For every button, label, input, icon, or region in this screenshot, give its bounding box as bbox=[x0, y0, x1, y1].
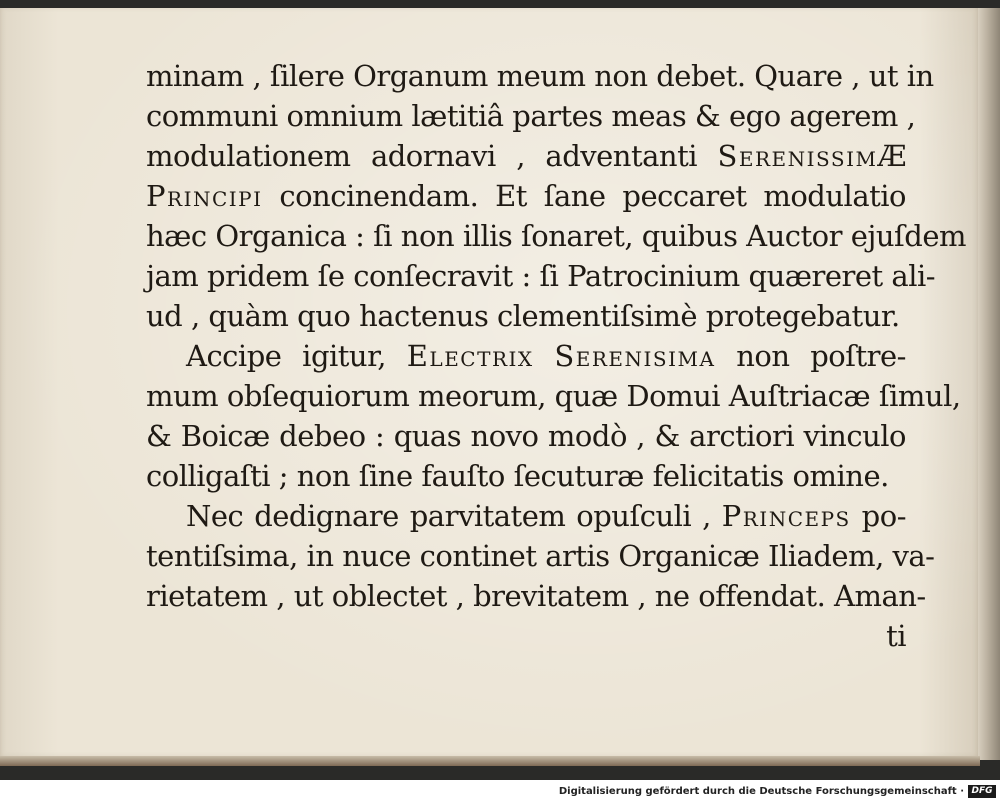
text-line-3: modulationem adornavi , adventanti SerenissimÆ bbox=[146, 139, 906, 173]
dfg-logo-icon: DFG bbox=[968, 785, 996, 798]
funding-credit: Digitalisierung gefördert durch die Deutsche Forschungsgemeinschaft · bbox=[558, 786, 964, 797]
page-edge-right bbox=[978, 8, 1000, 760]
text-line-14: rietatem , ut oblectet , brevitatem , ne offendat. Aman- bbox=[146, 579, 926, 613]
text-line-2: communi omnium lætitiâ partes meas & ego agerem , bbox=[146, 99, 916, 133]
digitization-footer bbox=[0, 780, 1000, 804]
text-line-13: tentiſsima, in nuce continet artis Organicæ Iliadem, va- bbox=[146, 539, 935, 573]
text-line-12: Nec dedignare parvitatem opuſculi , Princeps po- bbox=[186, 499, 906, 533]
text-line-1: minam , ſilere Organum meum non debet. Quare , ut in bbox=[146, 59, 934, 93]
text-line-8: Accipe igitur, Electrix Serenisima non poſtre- bbox=[186, 339, 906, 373]
page-edge-bottom bbox=[0, 756, 980, 766]
text-line-5: hæc Organica : ſi non illis ſonaret, quibus Auctor ejuſdem bbox=[146, 219, 967, 253]
text-line-9: mum obſequiorum meorum, quæ Domui Auſtriacæ ſimul, bbox=[146, 379, 961, 413]
text-line-4: Principi concinendam. Et ſane peccaret modulatio bbox=[146, 179, 906, 213]
text-line-6: jam pridem ſe conſecravit : ſi Patrocinium quæreret ali- bbox=[146, 259, 936, 293]
text-line-7: ud , quàm quo hactenus clementiſsimè protegebatur. bbox=[146, 299, 900, 333]
book-page bbox=[0, 8, 980, 760]
catchword: ti bbox=[886, 619, 906, 653]
text-line-11: colligaſti ; non ſine fauſto ſecuturæ felicitatis omine. bbox=[146, 459, 889, 493]
text-line-10: & Boicæ debeo : quas novo modò , & arctiori vinculo bbox=[146, 419, 906, 453]
page-text-block bbox=[146, 56, 967, 656]
